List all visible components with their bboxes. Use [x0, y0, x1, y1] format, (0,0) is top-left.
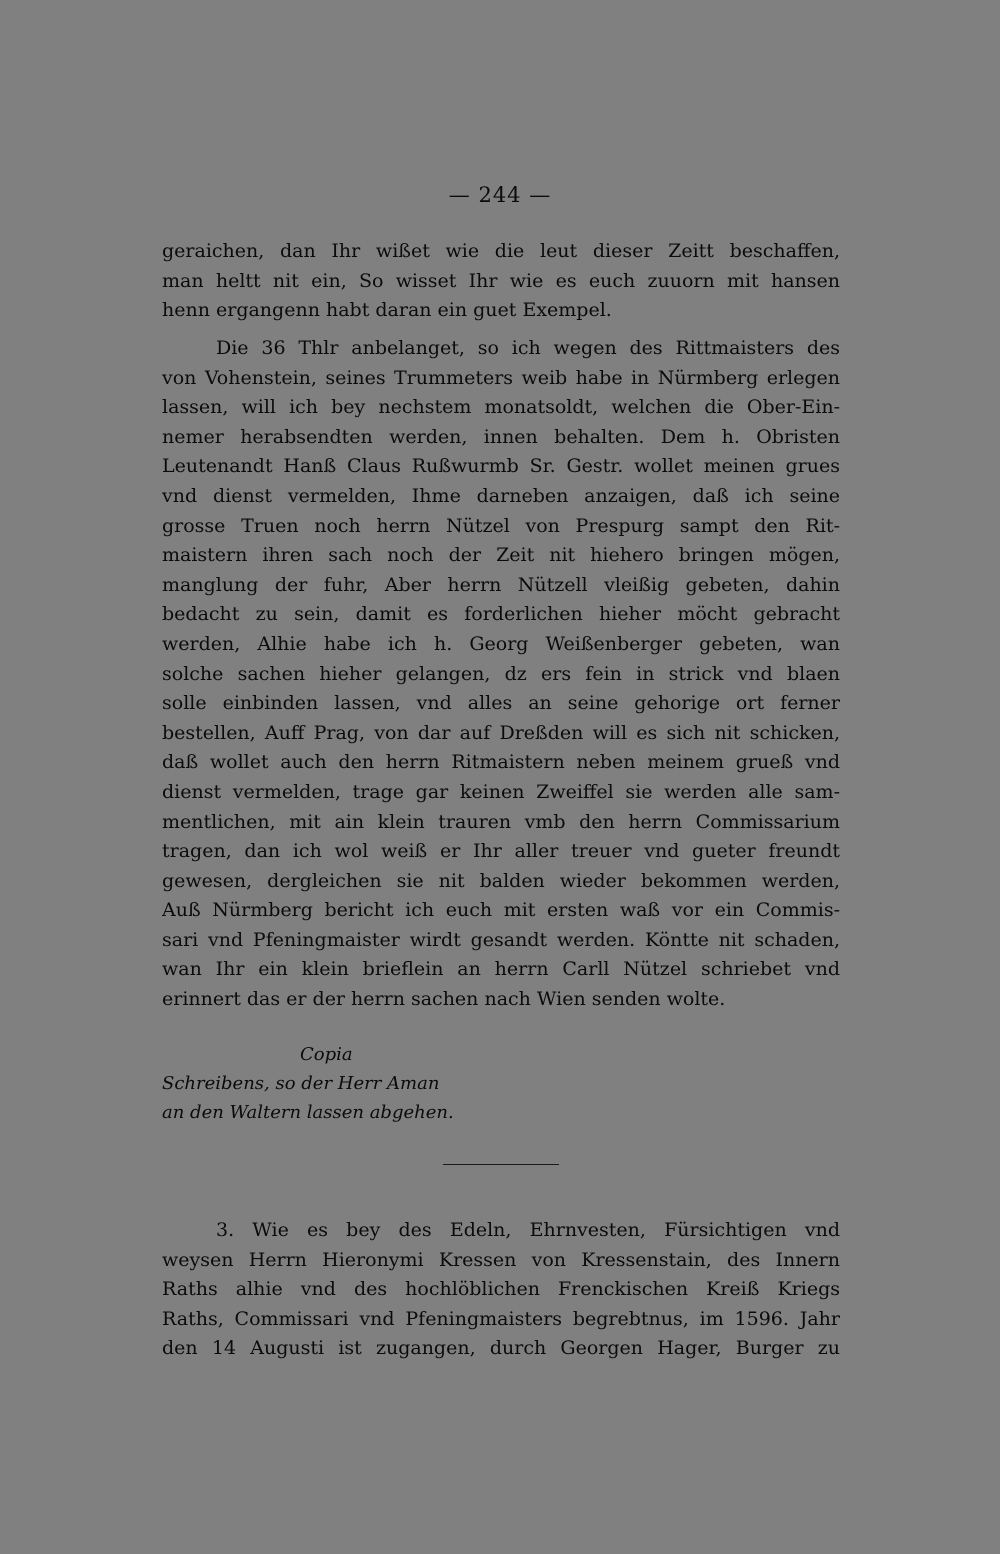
text-line: erinnert das er der herrn sachen nach Wien senden wolte. — [162, 988, 726, 1011]
caption-copia — [162, 1040, 562, 1127]
caption-line: an den Waltern lassen abgehen. — [162, 1102, 454, 1123]
text-line: 3. Wie es bey des Edeln, Ehrnvesten, Fürsichtigen vnd — [216, 1219, 840, 1241]
caption-line: Schreibens, so der Herr Aman — [162, 1073, 440, 1094]
text-line: tragen, dan ich wol weiß er Ihr aller treuer vnd gueter freundt — [162, 840, 840, 863]
text-line: Raths alhie vnd des hochlöblichen Frenckischen Kreiß Kriegs — [162, 1278, 840, 1301]
text-line: den 14 Augusti ist zugangen, durch Georgen Hager, Burger zu — [162, 1337, 840, 1360]
section-divider — [443, 1164, 559, 1165]
text-line: manglung der fuhr, Aber herrn Nützell vleißig gebeten, dahin — [162, 573, 840, 596]
text-line: maistern ihren sach noch der Zeit nit hiehero bringen mögen, — [162, 544, 840, 567]
text-line: vnd dienst vermelden, Ihme darneben anzaigen, daß ich seine — [162, 484, 840, 507]
text-line: bestellen, Auff Prag, von dar auf Dreßden will es sich nit schicken, — [162, 721, 840, 744]
text-line: dienst vermelden, trage gar keinen Zweiffel sie werden alle sam- — [162, 780, 840, 803]
text-line: nemer herabsendten werden, innen behalten. Dem h. Obristen — [162, 425, 840, 448]
text-line: wan Ihr ein klein brieflein an herrn Carll Nützel schriebet vnd — [162, 958, 840, 981]
page-number: — 244 — — [448, 183, 552, 207]
text-line: Leutenandt Hanß Claus Rußwurmb Sr. Gestr. wollet meinen grues — [162, 455, 840, 478]
text-line: bedacht zu sein, damit es forderlichen hieher möcht gebracht — [162, 603, 840, 626]
text-line: man heltt nit ein, So wisset Ihr wie es euch zuuorn mit hansen — [162, 269, 840, 292]
text-line: von Vohenstein, seines Trummeters weib habe in Nürmberg erlegen — [162, 366, 840, 389]
text-line: Raths, Commissari vnd Pfeningmaisters begrebtnus, im 1596. Jahr — [162, 1307, 840, 1330]
text-line: grosse Truen noch herrn Nützel von Prespurg sampt den Rit- — [162, 514, 840, 537]
text-line: Die 36 Thlr anbelanget, so ich wegen des Rittmaisters des — [216, 337, 840, 359]
text-line: sari vnd Pfeningmaister wirdt gesandt werden. Köntte nit schaden, — [162, 928, 840, 951]
caption-line: Copia — [300, 1044, 353, 1065]
text-line: mentlichen, mit ain klein trauren vmb den herrn Commissarium — [162, 810, 840, 833]
text-line: lassen, will ich bey nechstem monatsoldt, welchen die Ober-Ein- — [162, 396, 840, 419]
text-line: solle einbinden lassen, vnd alles an seine gehorige ort ferner — [162, 692, 840, 715]
text-line: henn ergangenn habt daran ein guet Exempel. — [162, 299, 612, 322]
text-line: werden, Alhie habe ich h. Georg Weißenberger gebeten, wan — [162, 632, 840, 655]
paragraph-thaler-letter — [162, 334, 840, 1015]
text-line: daß wollet auch den herrn Ritmaistern neben meinem grueß vnd — [162, 751, 840, 774]
text-line: weysen Herrn Hieronymi Kressen von Kressenstain, des Innern — [162, 1248, 840, 1271]
paragraph-continuation — [162, 237, 840, 326]
text-line: solche sachen hieher gelangen, dz ers fein in strick vnd blaen — [162, 662, 840, 685]
text-line: Auß Nürmberg bericht ich euch mit ersten waß vor ein Commis- — [162, 899, 840, 922]
text-line: geraichen, dan Ihr wißet wie die leut dieser Zeitt beschaffen, — [162, 240, 840, 262]
paragraph-section-3 — [162, 1216, 840, 1364]
text-line: gewesen, dergleichen sie nit balden wieder bekommen werden, — [162, 869, 840, 892]
